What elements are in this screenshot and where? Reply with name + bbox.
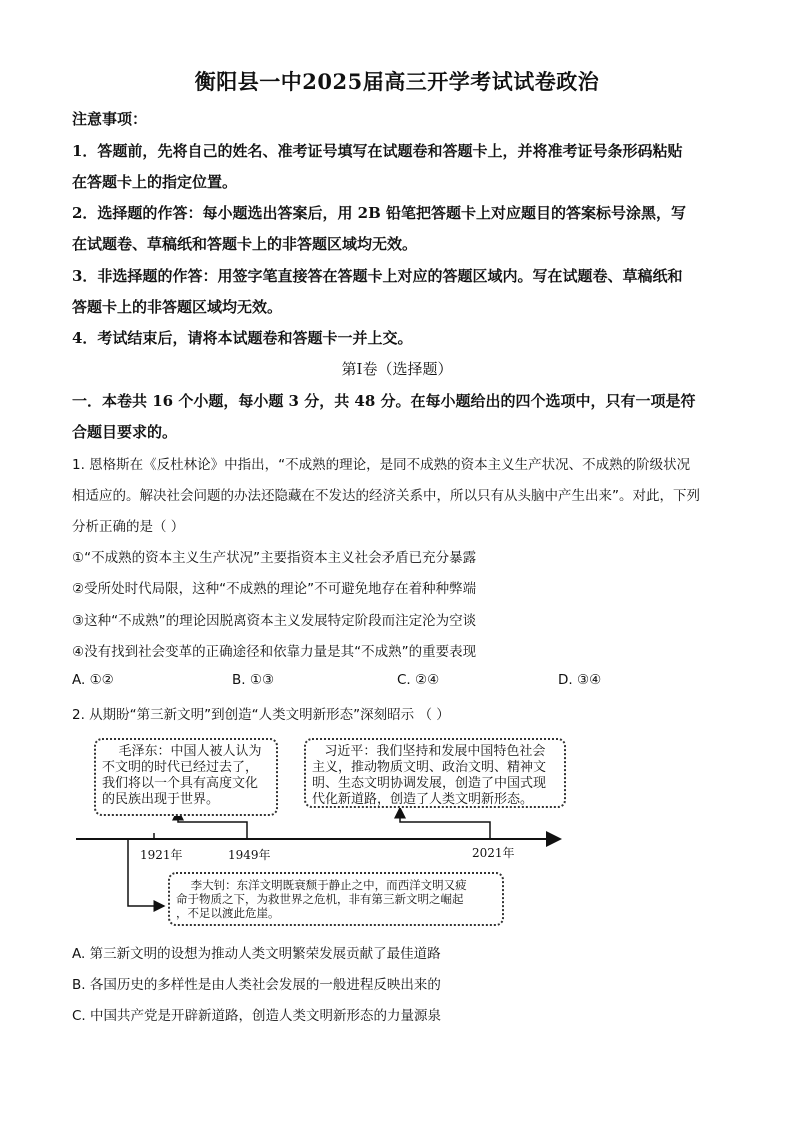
page-title: 衡阳县一中2025届高三开学考试试卷政治 xyxy=(194,69,600,94)
q1-option-a[interactable]: A. ①② xyxy=(72,672,114,688)
q2-option-a[interactable]: A. 第三新文明的设想为推动人类文明繁荣发展贡献了最佳道路 xyxy=(72,946,441,962)
notice-line: 3．非选择题的作答：用签字笔直接答在答题卡上对应的答题区域内。写在试题卷、草稿纸和 xyxy=(72,267,683,285)
notice-line: 2．选择题的作答：每小题选出答案后，用 2B 铅笔把答题卡上对应题目的答案标号涂黑，写 xyxy=(72,204,687,222)
q1-statement: ②受所处时代局限，这种“不成熟的理论”不可避免地存在着种种弊端 xyxy=(72,581,477,597)
q1-option-d[interactable]: D. ③④ xyxy=(558,672,602,688)
quote-box-li xyxy=(168,872,504,926)
notice-line: 4．考试结束后，请将本试题卷和答题卡一并上交。 xyxy=(72,329,413,347)
part-intro-line: 一．本卷共 16 个小题，每小题 3 分，共 48 分。在每小题给出的四个选项中，只有一项是符 xyxy=(72,392,696,410)
q2-option-b[interactable]: B. 各国历史的多样性是由人类社会发展的一般进程反映出来的 xyxy=(72,977,441,993)
quote-li-text: 李大钊：东洋文明既衰颓于静止之中，而西洋文明又疲 命于物质之下，为救世界之危机，非有第三新文明之崛起 ，不足以渡此危崖。 xyxy=(176,878,467,920)
year-label-2021: 2021年 xyxy=(472,846,515,860)
notice-line: 1．答题前，先将自己的姓名、准考证号填写在试题卷和答题卡上，并将准考证号条形码粘贴 xyxy=(72,142,683,160)
year-label-1949: 1949年 xyxy=(228,848,271,862)
section-title: 第Ⅰ卷（选择题） xyxy=(341,360,453,378)
connector-2021 xyxy=(400,808,490,839)
q1-statement: ①“不成熟的资本主义生产状况”主要指资本主义社会矛盾已充分暴露 xyxy=(72,550,477,566)
q2-option-c[interactable]: C. 中国共产党是开辟新道路，创造人类文明新形态的力量源泉 xyxy=(72,1008,442,1024)
q1-statement: ④没有找到社会变革的正确途径和依靠力量是其“不成熟”的重要表现 xyxy=(72,644,477,660)
quote-mao-text: 毛泽东：中国人被人认为 不文明的时代已经过去了， 我们将以一个具有高度文化 的民族出现于世界。 xyxy=(102,744,262,807)
notice-line: 在答题卡上的指定位置。 xyxy=(72,173,238,191)
part-intro-line: 合题目要求的。 xyxy=(72,423,178,441)
q1-option-c[interactable]: C. ②④ xyxy=(397,672,440,688)
q1-statement: ③这种“不成熟”的理论因脱离资本主义发展特定阶段而注定沦为空谈 xyxy=(72,613,477,629)
notice-line: 答题卡上的非答题区域均无效。 xyxy=(72,298,283,316)
notice-heading: 注意事项： xyxy=(72,110,148,128)
q2-timeline-figure xyxy=(72,730,572,930)
quote-box-mao xyxy=(94,738,278,816)
quote-xi-text: 习近平：我们坚持和发展中国特色社会 主义，推动物质文明、政治文明、精神文 明、生态文明协调发展，创造了中国式现 代化新道路，创造了人类文明新形态。 xyxy=(312,744,547,807)
quote-box-xi xyxy=(304,738,566,808)
q1-stem-line: 分析正确的是（ ） xyxy=(72,519,185,535)
notice-line: 在试题卷、草稿纸和答题卡上的非答题区域均无效。 xyxy=(72,235,418,253)
q1-stem-line: 相适应的。解决社会问题的办法还隐藏在不发达的经济关系中，所以只有从头脑中产生出来”。对此，下列 xyxy=(72,488,700,504)
q1-stem-line: 1. 恩格斯在《反杜林论》中指出，“不成熟的理论，是同不成熟的资本主义生产状况、不成熟的阶级状况 xyxy=(72,457,691,473)
q2-stem: 2. 从期盼“第三新文明”到创造“人类文明新形态”深刻昭示 （ ） xyxy=(72,707,450,723)
q1-option-b[interactable]: B. ①③ xyxy=(232,672,275,688)
year-label-1921: 1921年 xyxy=(140,848,183,862)
